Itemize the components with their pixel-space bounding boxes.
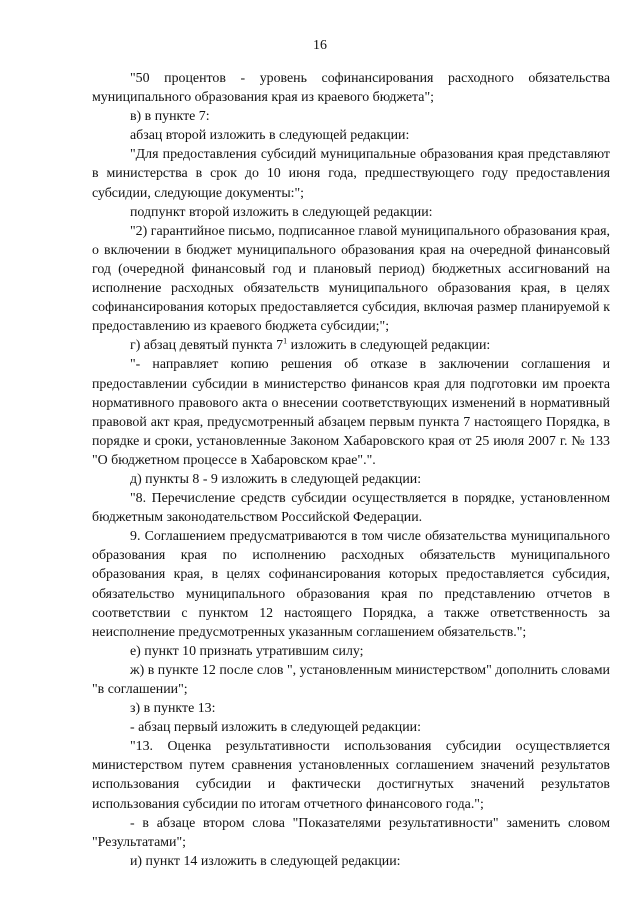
- paragraph-text: з) в пункте 13:: [130, 701, 216, 717]
- paragraph-text: "50 процентов - уровень софинансирования расходного обязательства муниципального образования края из краевого бюджета";: [92, 71, 610, 106]
- paragraph-text: "Для предоставления субсидий муниципальные образования края представляют в министерства в срок до 10 июня года, предшествующего году предоставления субсидии, следующие документы:";: [92, 147, 610, 201]
- paragraph: [92, 222, 610, 337]
- paragraph-text: е) пункт 10 признать утратившим силу;: [130, 643, 364, 659]
- paragraph: [92, 203, 610, 222]
- paragraph-text: "2) гарантийное письмо, подписанное главой муниципального образования края, о включении в бюджет муниципального образования края на очередной финансовый год (очередной финансовый год и плановый период) бюджетных ассигнований на исполнение расходных обязательств муниципального образования края, в целях софинансирования которых предоставляется субсидия, включая размер планируемой к предоставлению из краевого бюджета субсидии;";: [92, 223, 610, 335]
- paragraph-text: ж) в пункте 12 после слов ", установленным министерством" дополнить словами "в соглашении";: [92, 662, 610, 697]
- paragraph-text: абзац второй изложить в следующей редакции:: [130, 128, 410, 144]
- paragraph: [92, 107, 610, 126]
- paragraph-text: "- направляет копию решения об отказе в заключении соглашения и предоставлении субсидии в министерство финансов края для подготовки им проекта нормативного правового акта о внесении соответствующих изменений в нормативный правовой акт края, предусмотренный абзацем первым пункта 7 настоящего Порядка, в порядке и сроки, установленные Законом Хабаровского края от 25 июля 2007 г. № 133 "О бюджетном процессе в Хабаровском крае".".: [92, 357, 610, 468]
- paragraph: [92, 126, 610, 145]
- paragraph: [92, 642, 610, 661]
- paragraph-text: подпункт второй изложить в следующей редакции:: [130, 204, 433, 220]
- paragraph-text: г) абзац девятый пункта 7: [130, 338, 284, 354]
- paragraph: [92, 661, 610, 699]
- paragraph-text: и) пункт 14 изложить в следующей редакции:: [130, 853, 401, 869]
- paragraph-text: - в абзаце втором слова "Показателями результативности" заменить словом "Результатами";: [92, 815, 610, 850]
- paragraph-text: - абзац первый изложить в следующей редакции:: [130, 720, 421, 736]
- paragraph: [92, 814, 610, 852]
- page-number: 16: [313, 38, 327, 53]
- paragraph-text-continued: изложить в следующей редакции:: [287, 338, 491, 354]
- paragraph: [92, 69, 610, 107]
- superscript: 1: [283, 336, 288, 346]
- paragraph: [92, 470, 610, 489]
- paragraph: [92, 489, 610, 527]
- paragraph-text: д) пункты 8 - 9 изложить в следующей редакции:: [130, 471, 422, 487]
- paragraph: [92, 852, 610, 871]
- paragraph: [92, 699, 610, 718]
- paragraph: [92, 527, 610, 642]
- paragraph: [92, 718, 610, 737]
- paragraph: [92, 737, 610, 813]
- paragraph-text: в) в пункте 7:: [130, 109, 210, 125]
- paragraph: [92, 336, 610, 355]
- paragraph-text: "13. Оценка результативности использования субсидии осуществляется министерством путем сравнения установленных соглашением значений результатов использования субсидии и фактически достигнутых значений результатов использования субсидии по итогам отчетного финансового года.";: [92, 739, 610, 812]
- paragraph-text: "8. Перечисление средств субсидии осуществляется в порядке, установленном бюджетным законодательством Российской Федерации.: [92, 491, 610, 526]
- paragraph: [92, 145, 610, 202]
- paragraph: [92, 355, 610, 470]
- document-body: [92, 69, 610, 871]
- paragraph-text: 9. Соглашением предусматриваются в том числе обязательства муниципального образования края по исполнению расходных обязательств муниципального образования края, в целях софинансирования которых предоставляется субсидия, обязательство муниципального образования края по представлению отчетов в соответствии с пунктом 12 настоящего Порядка, а также ответственность за неисполнение предусмотренных указанным соглашением обязательств.";: [92, 529, 610, 640]
